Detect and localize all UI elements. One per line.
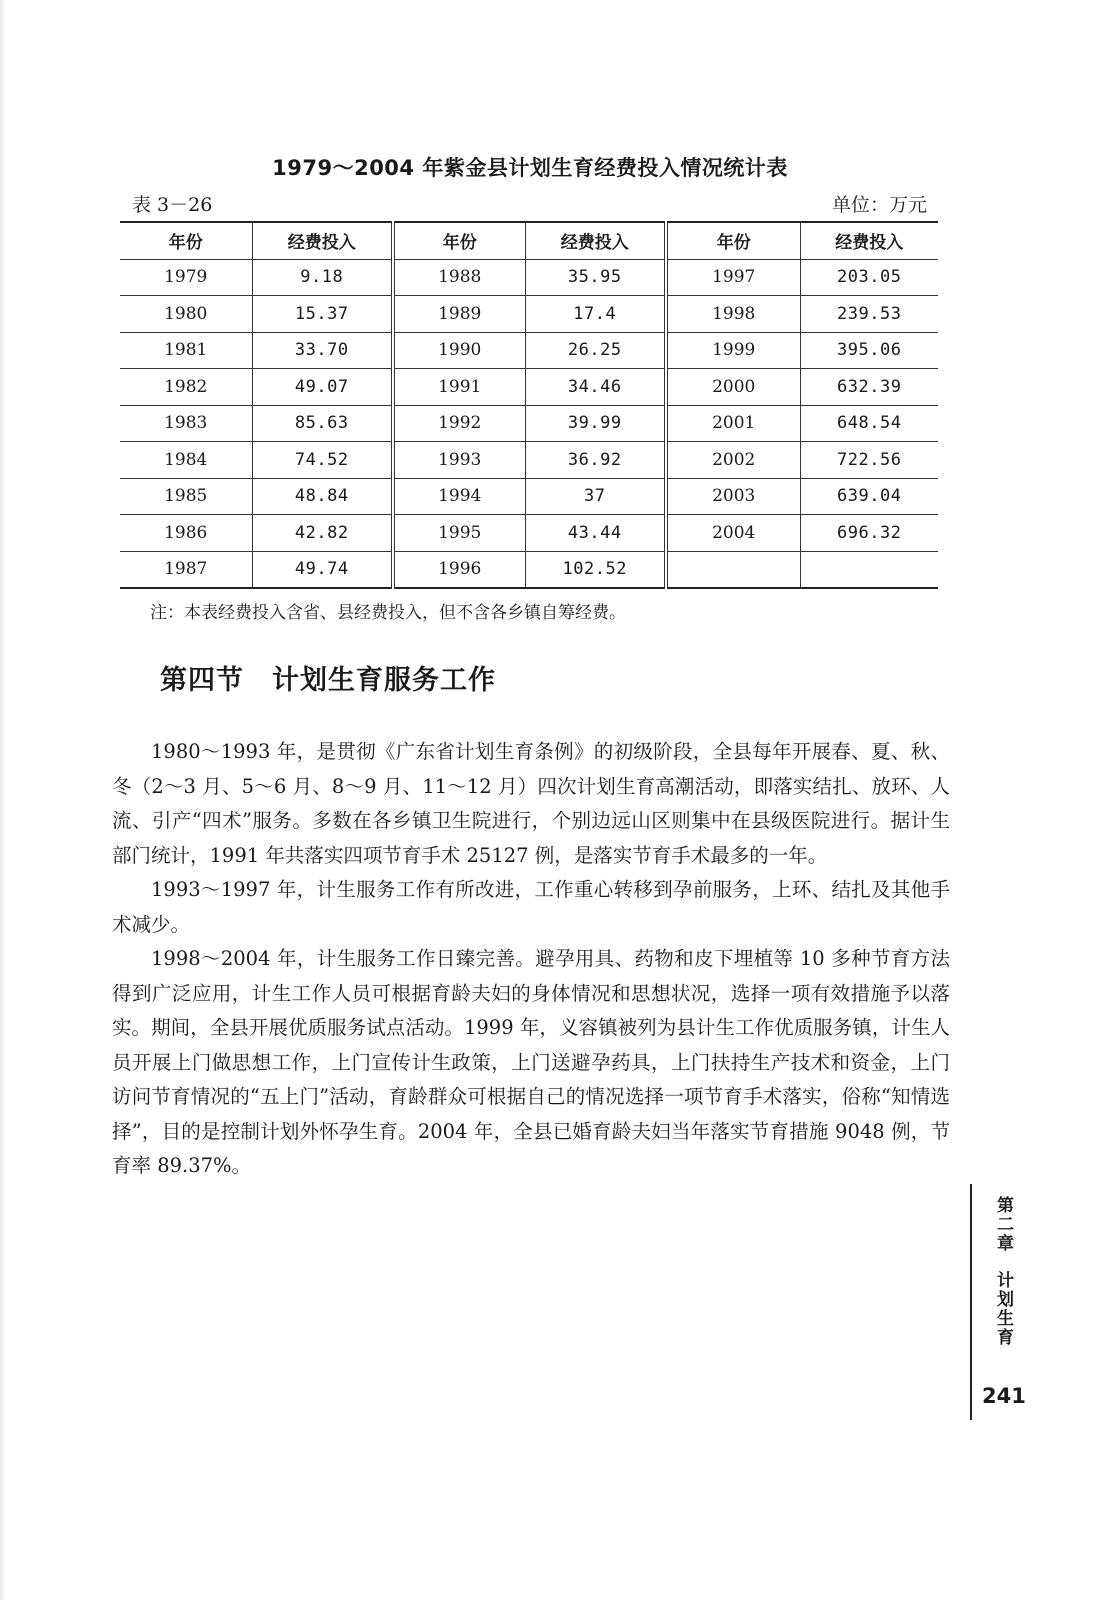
year-cell: 1993 [393,442,525,479]
table-unit: 单位：万元 [831,194,927,216]
year-cell [666,551,800,588]
year-cell: 1989 [393,296,525,333]
header-funding: 经费投入 [525,222,666,259]
funding-cell: 49.74 [252,551,393,588]
funding-cell: 203.05 [800,259,938,296]
funding-cell: 37 [525,478,666,515]
header-funding: 经费投入 [252,222,393,259]
year-cell: 1987 [120,551,252,588]
year-cell: 2001 [666,405,800,442]
table-row [120,259,938,296]
year-cell: 2002 [666,442,800,479]
table-row [120,442,938,479]
table-note: 注：本表经费投入含省、县经费投入，但不含各乡镇自筹经费。 [150,603,626,623]
header-year: 年份 [120,222,252,259]
table-row [120,332,938,369]
funding-cell: 15.37 [252,296,393,333]
table-row [120,478,938,515]
year-cell: 1991 [393,369,525,406]
funding-cell: 42.82 [252,515,393,552]
funding-cell: 17.4 [525,296,666,333]
funding-cell: 49.07 [252,369,393,406]
funding-cell: 632.39 [800,369,938,406]
year-cell: 1999 [666,332,800,369]
year-cell: 1979 [120,259,252,296]
year-cell: 1992 [393,405,525,442]
year-cell: 2003 [666,478,800,515]
funding-cell: 36.92 [525,442,666,479]
funding-statistics-table [120,221,938,589]
year-cell: 1998 [666,296,800,333]
year-cell: 1996 [393,551,525,588]
page-edge-shadow [0,0,6,1600]
paragraph: 1993～1997 年，计生服务工作有所改进，工作重心转移到孕前服务，上环、结扎及其他手术减少。 [112,878,950,936]
year-cell: 1983 [120,405,252,442]
funding-cell: 39.99 [525,405,666,442]
funding-cell: 395.06 [800,332,938,369]
funding-cell: 33.70 [252,332,393,369]
section-heading: 第四节 计划生育服务工作 [160,665,496,696]
chapter-number: 第二章 [993,1196,1013,1253]
funding-cell: 48.84 [252,478,393,515]
year-cell: 2004 [666,515,800,552]
year-cell: 1995 [393,515,525,552]
table-header-row [120,222,938,259]
funding-cell: 722.56 [800,442,938,479]
header-year: 年份 [393,222,525,259]
year-cell: 1982 [120,369,252,406]
year-cell: 1981 [120,332,252,369]
sidebar-divider [970,1184,972,1420]
year-cell: 1988 [393,259,525,296]
body-text [112,735,950,1184]
year-cell: 1984 [120,442,252,479]
funding-cell: 239.53 [800,296,938,333]
page-number: 241 [982,1384,1026,1408]
table-row [120,551,938,588]
funding-cell: 85.63 [252,405,393,442]
funding-cell: 648.54 [800,405,938,442]
table-row [120,369,938,406]
funding-cell: 26.25 [525,332,666,369]
funding-cell: 35.95 [525,259,666,296]
funding-cell: 9.18 [252,259,393,296]
funding-cell: 639.04 [800,478,938,515]
funding-cell: 74.52 [252,442,393,479]
header-funding: 经费投入 [800,222,938,259]
paragraph: 1998～2004 年，计生服务工作日臻完善。避孕用具、药物和皮下埋植等 10 多种节育方法得到广泛应用，计生工作人员可根据育龄夫妇的身体情况和思想状况，选择一项有效措施予以落实。期间，全县开展优质服务试点活动。1999 年，义容镇被列为县计生工作优质服务镇，计生人员开展上门做思想工作，上门宣传计生政策，上门送避孕药具，上门扶持生产技术和资金，上门访问节育情况的“五上门”活动，育龄群众可根据自己的情况选择一项节育手术落实，俗称“知情选择”，目的是控制计划外怀孕生育。2004 年，全县已婚育龄夫妇当年落实节育措施 9048 例，节育率 89.37%。 [112,947,950,1177]
year-cell: 2000 [666,369,800,406]
sidebar-chapter-label [987,1196,1013,1347]
paragraph: 1980～1993 年，是贯彻《广东省计划生育条例》的初级阶段，全县每年开展春、夏、秋、冬（2～3 月、5～6 月、8～9 月、11～12 月）四次计划生育高潮活动，即落实结扎、放环、人流、引产“四术”服务。多数在各乡镇卫生院进行，个别边远山区则集中在县级医院进行。据计生部门统计，1991 年共落实四项节育手术 25127 例，是落实节育手术最多的一年。 [112,740,950,867]
funding-cell: 43.44 [525,515,666,552]
table-number: 表 3－26 [132,194,213,216]
header-year: 年份 [666,222,800,259]
funding-cell [800,551,938,588]
funding-cell: 696.32 [800,515,938,552]
year-cell: 1990 [393,332,525,369]
year-cell: 1997 [666,259,800,296]
year-cell: 1986 [120,515,252,552]
table-title: 1979～2004 年紫金县计划生育经费投入情况统计表 [272,156,788,180]
table-row [120,296,938,333]
funding-cell: 34.46 [525,369,666,406]
table-row [120,515,938,552]
year-cell: 1985 [120,478,252,515]
chapter-title: 计划生育 [993,1271,1013,1347]
year-cell: 1980 [120,296,252,333]
funding-cell: 102.52 [525,551,666,588]
year-cell: 1994 [393,478,525,515]
table-row [120,405,938,442]
